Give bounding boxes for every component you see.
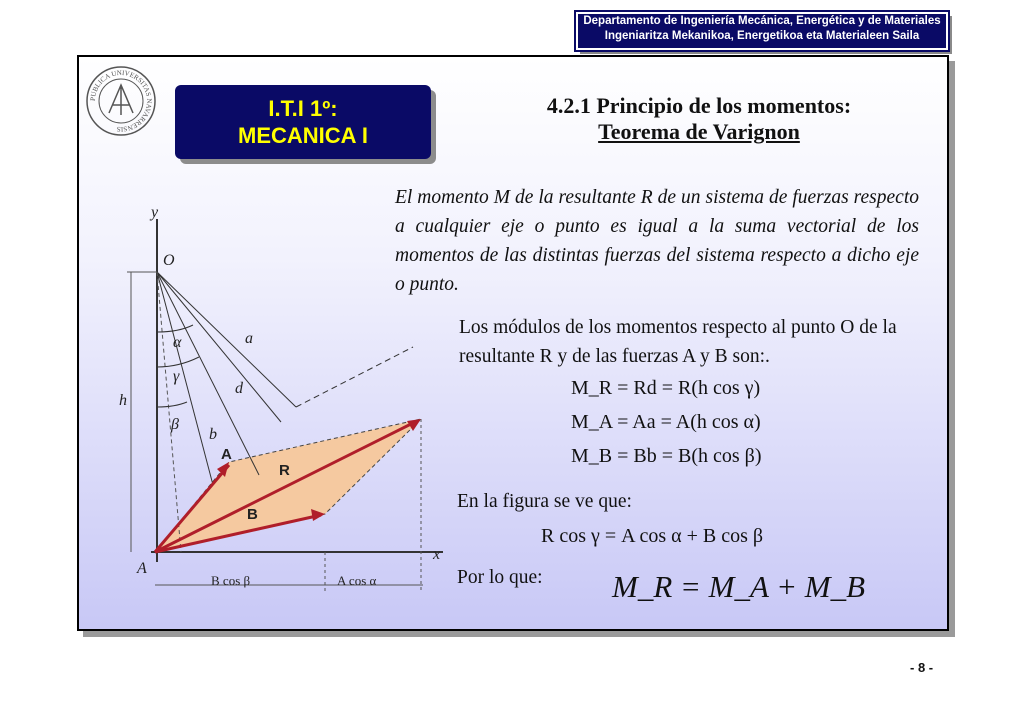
slide-frame: [77, 55, 949, 631]
label-vector-a: A: [221, 446, 232, 463]
label-beta: β: [171, 416, 179, 433]
conclusion-label: Por lo que:: [457, 567, 543, 588]
university-seal-icon: [85, 65, 157, 137]
label-alpha: α: [173, 334, 182, 351]
figure-observation: En la figura se ve que:: [457, 491, 632, 512]
label-vector-b: B: [247, 506, 258, 523]
department-name-eu: Ingeniaritza Mekanikoa, Energetikoa eta Materialeen Saila: [604, 30, 920, 42]
equation-ma: M_A = Aa = A(h cos α): [571, 411, 761, 433]
department-name-es: Departamento de Ingeniería Mecánica, Energética y de Materiales: [583, 15, 941, 27]
label-x: x: [433, 546, 441, 563]
course-badge: [175, 85, 431, 159]
department-banner: [576, 12, 948, 50]
label-d: d: [235, 380, 243, 397]
label-bcos: B cos β: [211, 573, 251, 588]
label-o: O: [163, 252, 175, 269]
final-equation: M_R = M_A + M_B: [612, 569, 866, 604]
course-name: MECANICA I: [238, 123, 368, 148]
relation-equation: R cos γ = A cos α + B cos β: [541, 525, 764, 547]
equation-mr: M_R = Rd = R(h cos γ): [571, 377, 761, 399]
seal-text: PUBLICA UNIVERSITAS NAVARRENSIS: [88, 68, 154, 134]
label-y: y: [151, 204, 159, 221]
label-point-a: A: [137, 560, 147, 577]
varignon-diagram: [119, 204, 451, 607]
title-line-2: Teorema de Varignon: [598, 119, 800, 144]
theorem-statement: El momento M de la resultante R de un sistema de fuerzas respecto a cualquier eje o punto es igual a la suma vectorial de los momentos de las distintas fuerzas del sistema respecto a dicho eje o punto.: [395, 187, 919, 295]
equation-mb: M_B = Bb = B(h cos β): [571, 445, 762, 467]
section-title: [499, 93, 899, 145]
label-acos: A cos α: [337, 573, 377, 588]
moduli-intro: Los módulos de los momentos respecto al punto O de la resultante R y de las fuerzas A y B son:.: [459, 317, 897, 367]
label-gamma: γ: [173, 368, 180, 385]
course-code: I.T.I 1º:: [268, 96, 338, 121]
label-b: b: [209, 426, 217, 443]
title-line-1: 4.2.1 Principio de los momentos:: [546, 93, 852, 118]
page-number: - 8 -: [910, 660, 934, 675]
label-vector-r: R: [279, 462, 290, 479]
label-a: a: [245, 330, 253, 347]
label-h: h: [119, 392, 127, 409]
